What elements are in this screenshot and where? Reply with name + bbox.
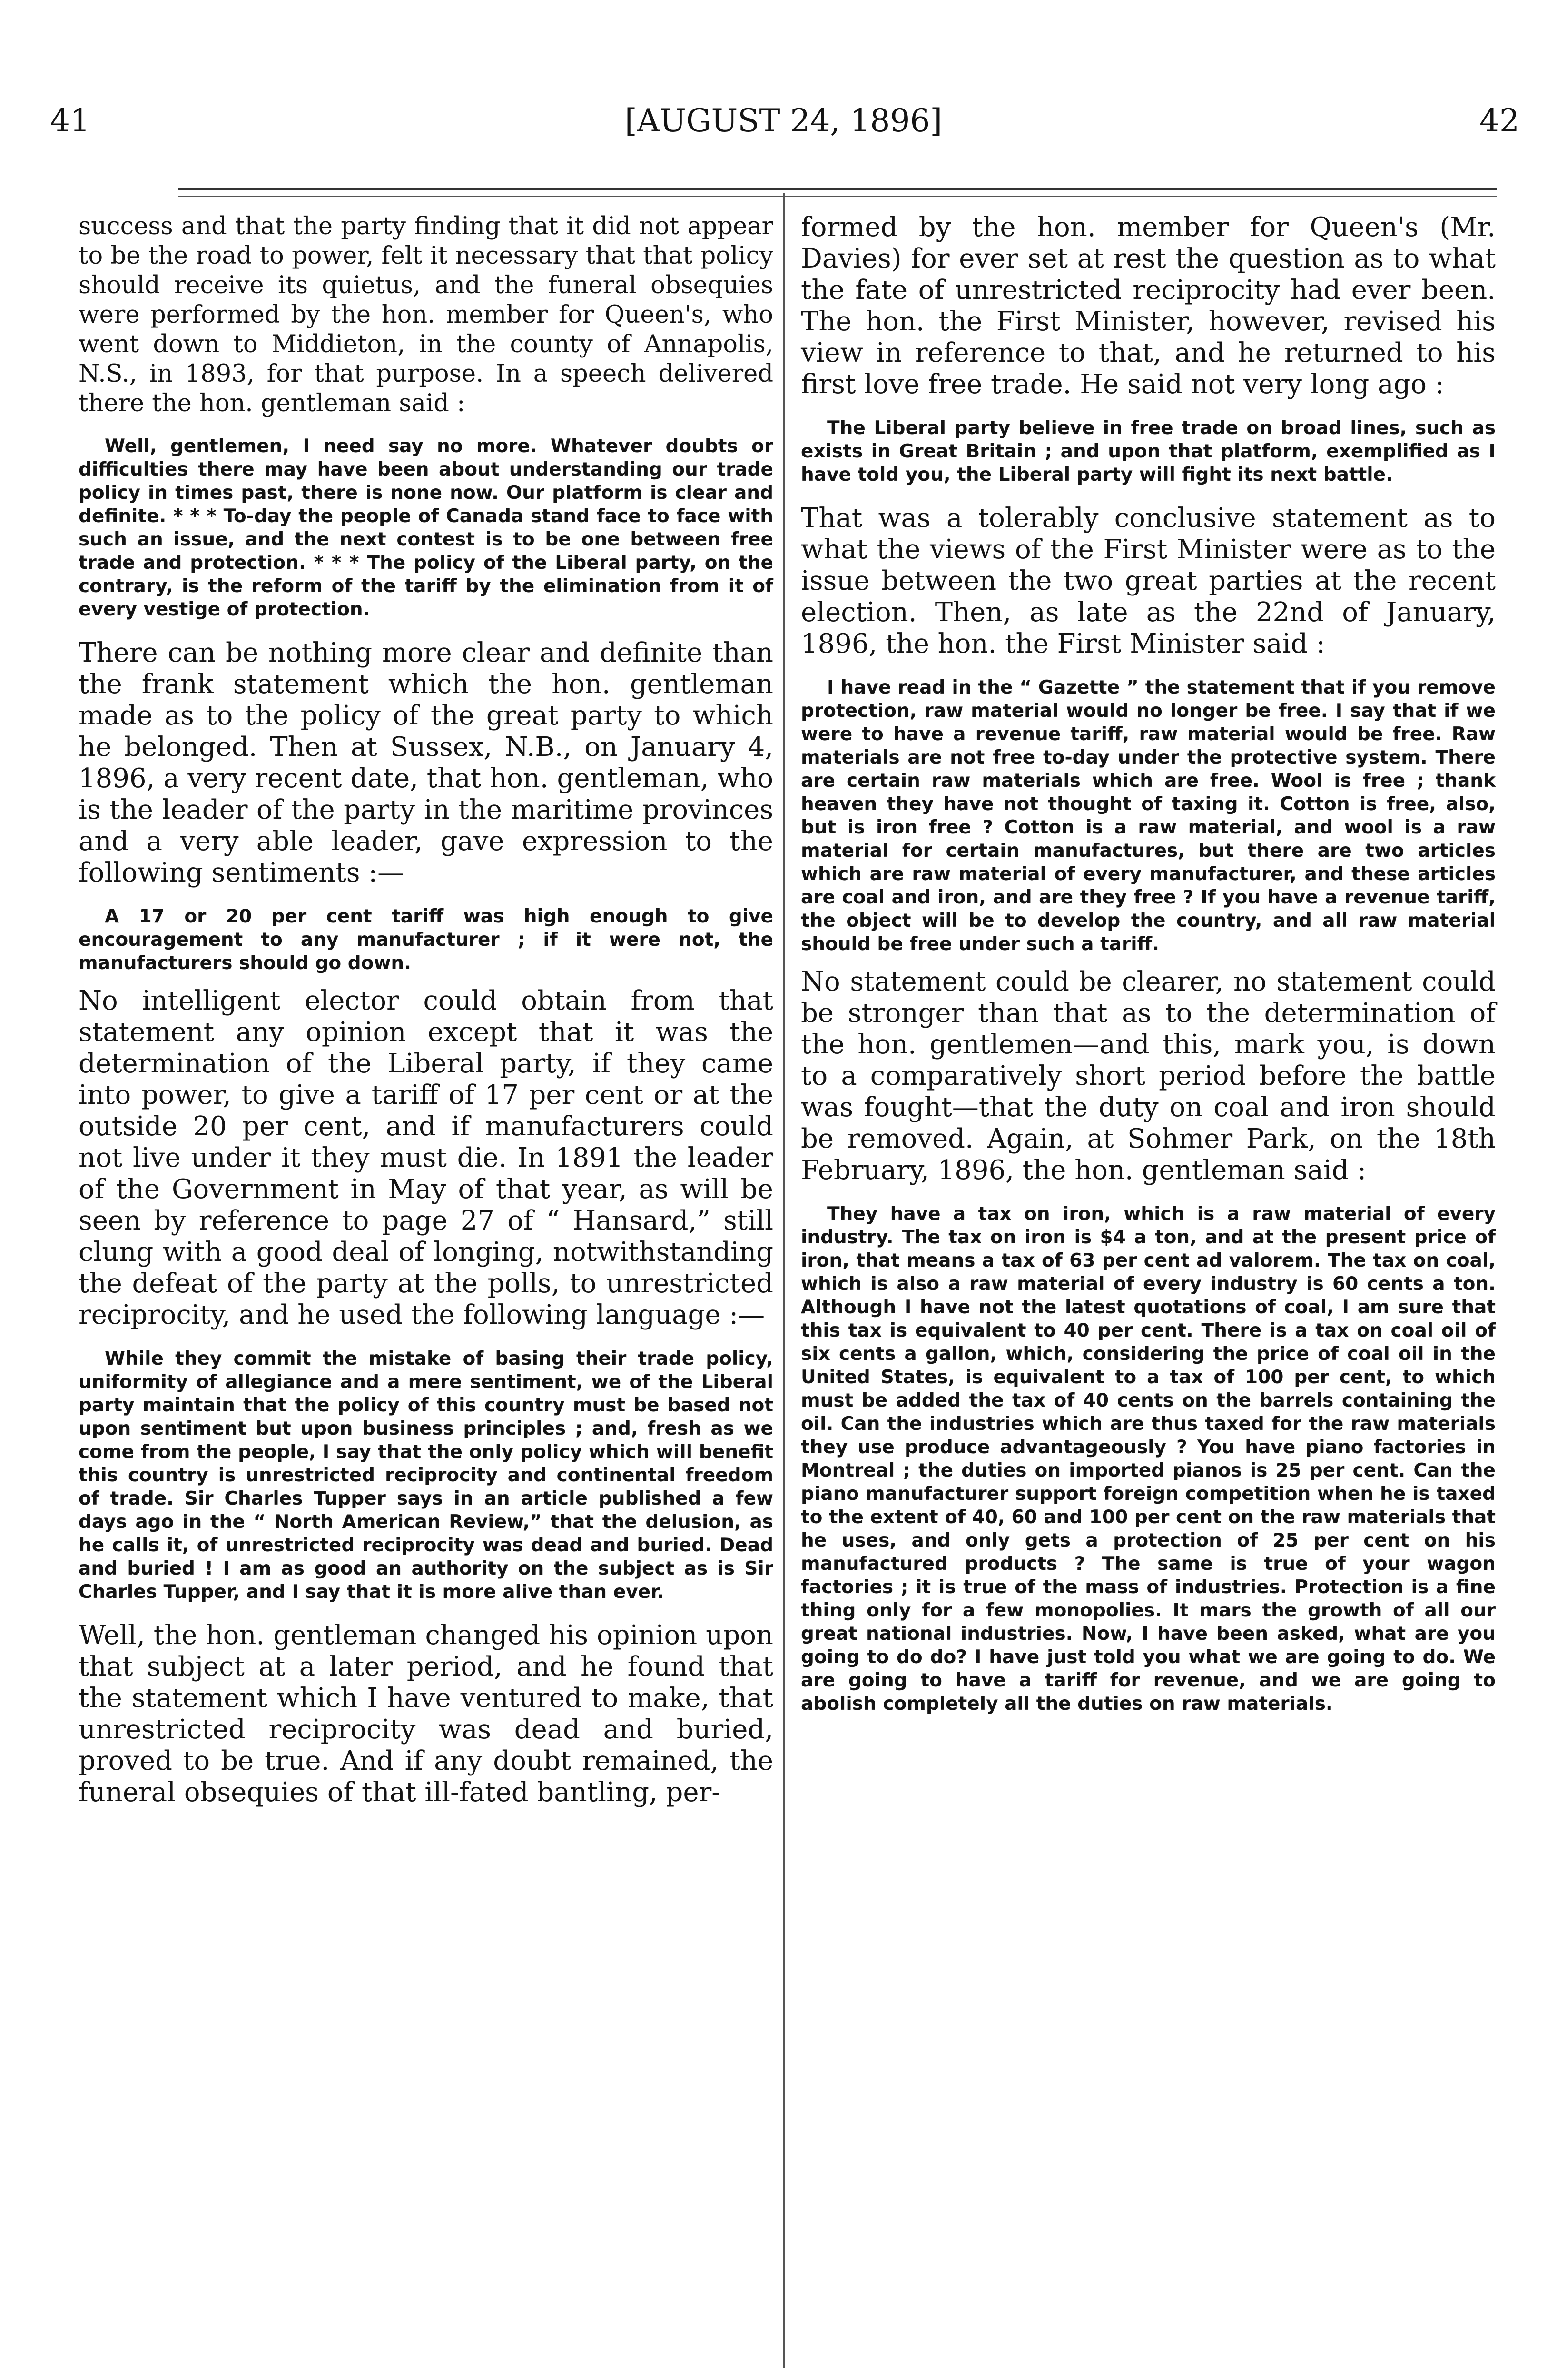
page-header (0, 102, 1567, 155)
quoted-passage: A 17 or 20 per cent tariff was high enough to give encouragement to any manufacturer ; if it were not, the manufacturers should go down. (79, 906, 773, 974)
paragraph: No intelligent elector could obtain from that statement any opinion except that it was the determination of the Liberal party, if they came into power, to give a tariff of 17 per cent or at the outside 20 per cent, and if manufacturers could not live under it they must die. In 1891 the leader of the Government in May of that year, as will be seen by reference to page 27 of “ Hansard,” still clung with a good deal of longing, notwithstanding the defeat of the party at the polls, to unrestricted reciprocity, and he used the following language :— (79, 985, 773, 1330)
quoted-passage: Well, gentlemen, I need say no more. Whatever doubts or difficulties there may have been about understanding our trade policy in times past, there is none now. Our platform is clear and definite. * * * To-day the people of Canada stand face to face with such an issue, and the next contest is to be one between free trade and protection. * * * The policy of the Liberal party, on the contrary, is the reform of the tariff by the elimination from it of every vestige of protection. (79, 436, 773, 620)
paragraph: That was a tolerably conclusive statement as to what the views of the First Minister were as to the issue between the two great parties at the recent election. Then, as late as the 22nd of January, 1896, the hon. the First Minister said : (801, 503, 1496, 659)
left-column (79, 212, 773, 1808)
quoted-passage: The Liberal party believe in free trade on broad lines, such as exists in Great Britain ; and upon that platform, exemplified as I have told you, the Liberal party will fight its next battle. (801, 417, 1496, 486)
paragraph: formed by the hon. member for Queen's (Mr. Davies) for ever set at rest the question as to what the fate of unrestricted reciprocity had ever been. The hon. the First Minister, however, revised his view in reference to that, and he returned to his first love free trade. He said not very long ago : (801, 212, 1496, 400)
right-column (801, 212, 1496, 1716)
page-number-right: 42 (1479, 102, 1519, 139)
quoted-passage: I have read in the “ Gazette ” the statement that if you remove protection, raw material would no longer be free. I say that if we were to have a revenue tariff, raw material would be free. Raw materials are not free to-day under the protective system. There are certain raw materials which are free. Wool is free ; thank heaven they have not thought of taxing it. Cotton is free, also, but is iron free ? Cotton is a raw material, and wool is a raw material for certain manufactures, but there are two articles which are raw material of every manufacturer, and these articles are coal and iron, and are they free ? If you have a revenue tariff, the object will be to develop the country, and all raw material should be free under such a tariff. (801, 677, 1496, 955)
column-separator (783, 193, 785, 2368)
paragraph: Well, the hon. gentleman changed his opinion upon that subject at a later period, and he found that the statement which I have ventured to make, that unrestricted reciprocity was dead and buried, proved to be true. And if any doubt remained, the funeral obsequies of that ill-fated bantling, per- (79, 1620, 773, 1808)
page-date: [AUGUST 24, 1896] (624, 102, 943, 139)
paragraph: No statement could be clearer, no statement could be stronger than that as to the determination of the hon. gentlemen—and this, mark you, is down to a comparatively short period before the battle was fought—that the duty on coal and iron should be removed. Again, at Sohmer Park, on the 18th February, 1896, the hon. gentleman said : (801, 966, 1496, 1186)
paragraph: There can be nothing more clear and definite than the frank statement which the hon. gentleman made as to the policy of the great party to which he belonged. Then at Sussex, N.B., on January 4, 1896, a very recent date, that hon. gentleman, who is the leader of the party in the maritime provinces and a very able leader, gave expression to the following sentiments :— (79, 637, 773, 888)
header-rule (178, 188, 1497, 197)
paragraph: success and that the party finding that it did not appear to be the road to power, felt it necessary that that policy should receive its quietus, and the funeral obsequies were performed by the hon. member for Queen's, who went down to Middieton, in the county of Annapolis, N.S., in 1893, for that purpose. In a speech delivered there the hon. gentleman said : (79, 212, 773, 417)
page-number-left: 41 (50, 102, 90, 139)
quoted-passage: They have a tax on iron, which is a raw material of every industry. The tax on iron is $4 a ton, and at the present price of iron, that means a tax of 63 per cent ad valorem. The tax on coal, which is also a raw material of every industry is 60 cents a ton. Although I have not the latest quotations of coal, I am sure that this tax is equivalent to 40 per cent. There is a tax on coal oil of six cents a gallon, which, considering the price of coal oil in the United States, is equivalent to a tax of 100 per cent, to which must be added the tax of 40 cents on the barrels containing the oil. Can the industries which are thus taxed for the raw materials they use produce advantageously ? You have piano factories in Montreal ; the duties on imported pianos is 25 per cent. Can the piano manufacturer support foreign competition when he is taxed to the extent of 40, 60 and 100 per cent on the raw materials that he uses, and only gets a protection of 25 per cent on his manufactured products ? The same is true of your wagon factories ; it is true of the mass of industries. Protection is a fine thing only for a few monopolies. It mars the growth of all our great national industries. Now, I have been asked, what are you going to do do? I have just told you what we are going to do. We are going to have a tariff for revenue, and we are going to abolish completely all the duties on raw materials. (801, 1203, 1496, 1715)
quoted-passage: While they commit the mistake of basing their trade policy, uniformity of allegiance and a mere sentiment, we of the Liberal party maintain that the policy of this country must be based not upon sentiment but upon business principles ; and, fresh as we come from the people, I say that the only policy which will benefit this country is unrestricted reciprocity and continental freedom of trade. Sir Charles Tupper says in an article published a few days ago in the “ North American Review,” that the delusion, as he calls it, of unrestricted reciprocity was dead and buried. Dead and buried ! I am as good an authority on the subject as is Sir Charles Tupper, and I say that it is more alive than ever. (79, 1348, 773, 1603)
